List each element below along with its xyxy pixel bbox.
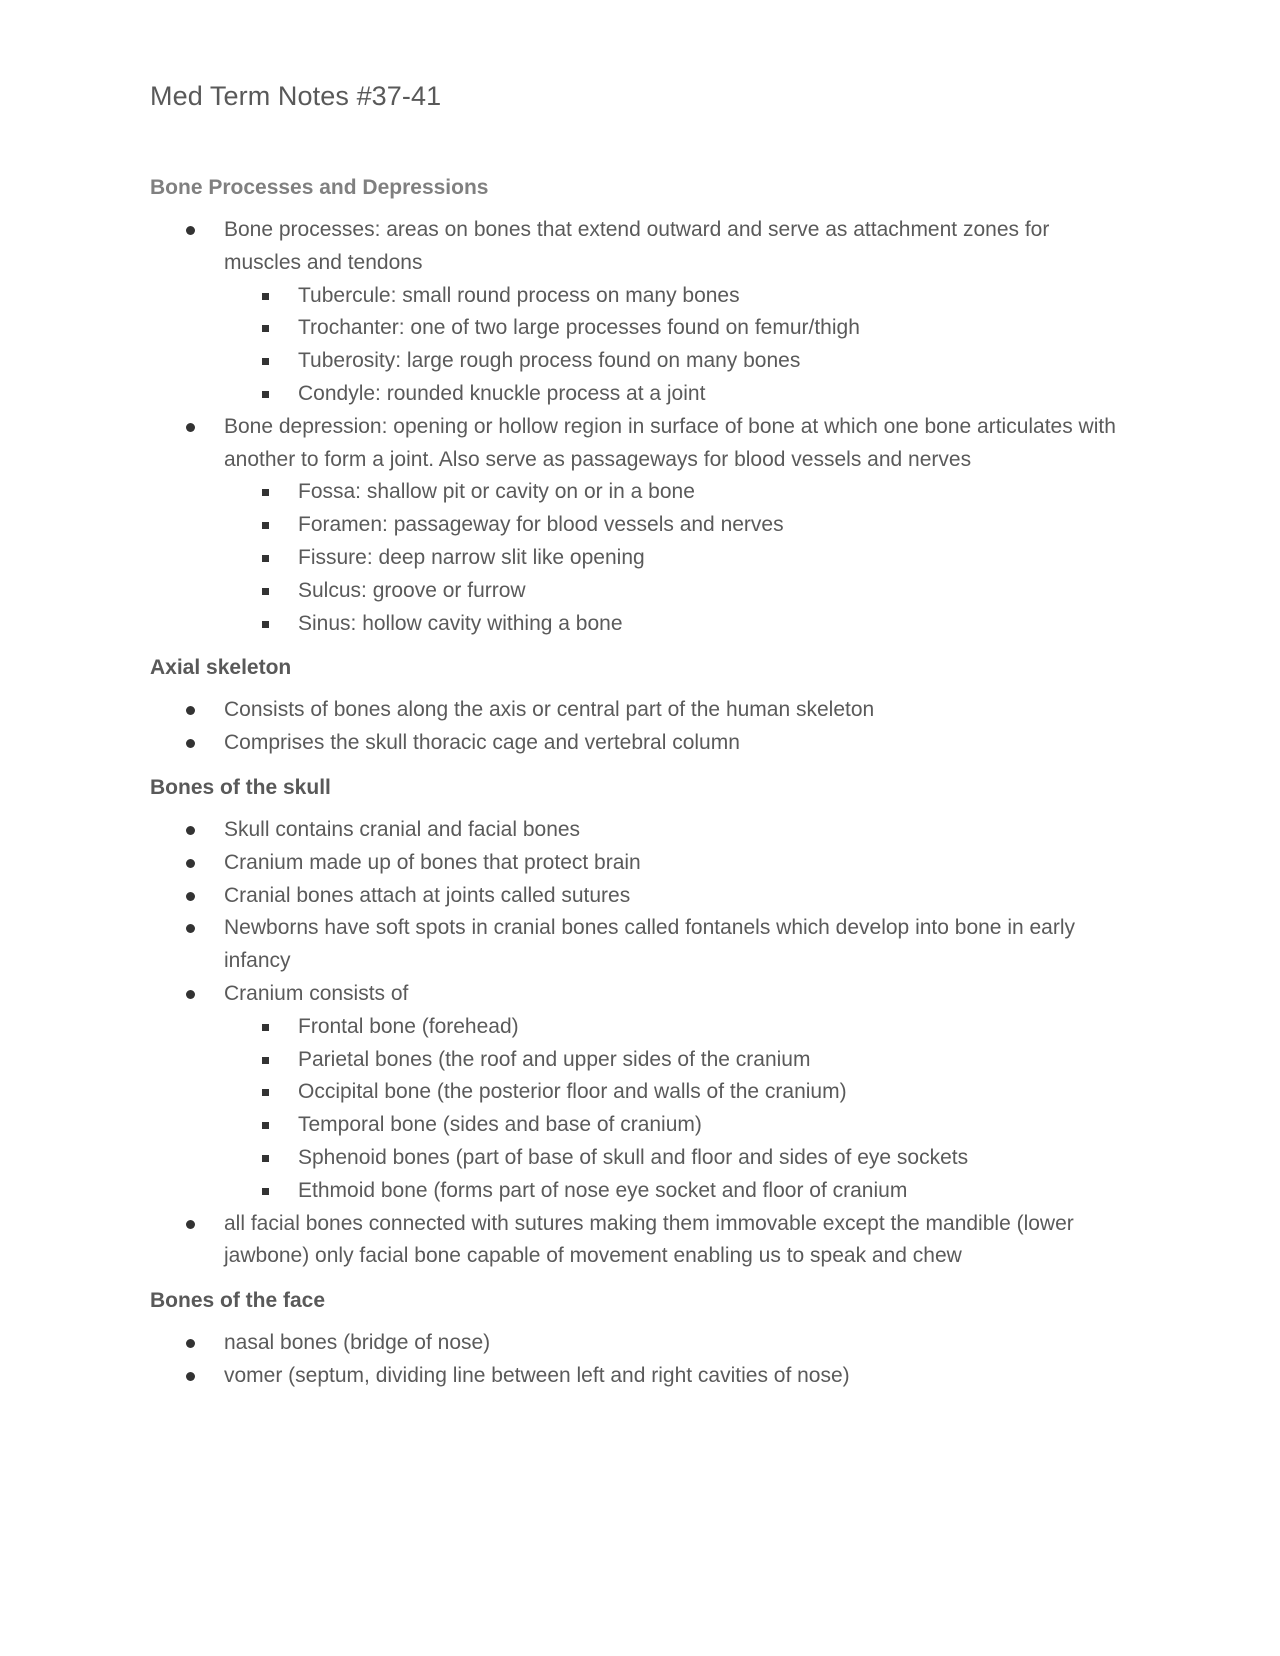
sub-list-item (224, 509, 1130, 542)
list-item-text: vomer (septum, dividing line between left and right cavities of nose) (224, 1363, 850, 1387)
sub-list-item (224, 575, 1130, 608)
sub-list-item (224, 280, 1130, 313)
sub-list-item-text: Sphenoid bones (part of base of skull and floor and sides of eye sockets (298, 1145, 969, 1169)
section-axial-skeleton (150, 652, 1130, 760)
sub-bullet-list (224, 476, 1130, 640)
sub-list-item (224, 542, 1130, 575)
square-bullet-icon (262, 555, 269, 562)
bullet-icon (186, 859, 195, 868)
list-item-text: Comprises the skull thoracic cage and vertebral column (224, 731, 740, 755)
list-item-text: Cranium consists of (224, 981, 409, 1005)
sub-bullet-list (224, 1011, 1130, 1208)
sub-list-item (224, 1044, 1130, 1077)
sub-list-item (224, 312, 1130, 345)
list-item (150, 1327, 1130, 1360)
section-heading: Bones of the face (150, 1289, 326, 1313)
square-bullet-icon (262, 1155, 269, 1162)
sub-list-item-text: Tubercule: small round process on many bones (298, 283, 740, 307)
bullet-icon (186, 226, 195, 235)
list-item (150, 847, 1130, 880)
section-heading: Bones of the skull (150, 775, 331, 799)
square-bullet-icon (262, 358, 269, 365)
bullet-list (150, 814, 1130, 1273)
square-bullet-icon (262, 522, 269, 529)
list-item (150, 1208, 1130, 1274)
sub-list-item-text: Fissure: deep narrow slit like opening (298, 545, 645, 569)
bullet-icon (186, 990, 195, 999)
bullet-icon (186, 892, 195, 901)
square-bullet-icon (262, 1024, 269, 1031)
section-heading: Bone Processes and Depressions (150, 176, 489, 199)
list-item-text: Bone processes: areas on bones that extend outward and serve as attachment zones for muscles and tendons (224, 218, 1050, 274)
sub-list-item-text: Parietal bones (the roof and upper sides of the cranium (298, 1047, 811, 1071)
square-bullet-icon (262, 489, 269, 496)
bullet-icon (186, 1372, 195, 1381)
bullet-icon (186, 826, 195, 835)
list-item (150, 814, 1130, 847)
bullet-list (150, 214, 1130, 640)
document-page (150, 74, 1130, 1405)
list-item-text: Skull contains cranial and facial bones (224, 817, 581, 841)
list-item (150, 1360, 1130, 1393)
square-bullet-icon (262, 325, 269, 332)
list-item-text: Consists of bones along the axis or central part of the human skeleton (224, 698, 875, 722)
square-bullet-icon (262, 1089, 269, 1096)
bullet-icon (186, 1220, 195, 1229)
square-bullet-icon (262, 588, 269, 595)
square-bullet-icon (262, 1122, 269, 1129)
sub-list-item-text: Temporal bone (sides and base of cranium) (298, 1113, 702, 1137)
sub-list-item (224, 1011, 1130, 1044)
list-item-text: Newborns have soft spots in cranial bones called fontanels which develop into bone in early infancy (224, 916, 1076, 973)
square-bullet-icon (262, 391, 269, 398)
bullet-icon (186, 1339, 195, 1348)
list-item-text: Cranium made up of bones that protect brain (224, 850, 641, 874)
section-bone-processes (150, 172, 1130, 640)
sub-bullet-list (224, 280, 1130, 411)
bullet-icon (186, 423, 195, 432)
sub-list-item-text: Ethmoid bone (forms part of nose eye socket and floor of cranium (298, 1178, 908, 1202)
sub-list-item (224, 345, 1130, 378)
list-item-text: nasal bones (bridge of nose) (224, 1331, 491, 1355)
sub-list-item-text: Foramen: passageway for blood vessels and nerves (298, 513, 784, 537)
sub-list-item (224, 476, 1130, 509)
sub-list-item (224, 1109, 1130, 1142)
list-item-text: Bone depression: opening or hollow region in surface of bone at which one bone articulates with another to form a joint. Also serve as passageways for blood vessels and nerves (224, 414, 1116, 471)
list-item (150, 912, 1130, 978)
sub-list-item-text: Condyle: rounded knuckle process at a joint (298, 381, 706, 405)
sub-list-item (224, 608, 1130, 641)
bullet-icon (186, 924, 195, 933)
list-item-text: Cranial bones attach at joints called sutures (224, 883, 631, 907)
square-bullet-icon (262, 1188, 269, 1195)
sub-list-item (224, 378, 1130, 411)
document-title: Med Term Notes #37-41 (150, 81, 442, 111)
bullet-list (150, 694, 1130, 760)
bullet-icon (186, 739, 195, 748)
sub-list-item (224, 1142, 1130, 1175)
list-item (150, 727, 1130, 760)
list-item (150, 978, 1130, 1208)
sub-list-item (224, 1076, 1130, 1109)
list-item-text: all facial bones connected with sutures making them immovable except the mandible (lower jawbone) only facial bone capable of movement enabling us to speak and chew (224, 1211, 1074, 1268)
list-item (150, 411, 1130, 641)
bullet-icon (186, 706, 195, 715)
sub-list-item-text: Tuberosity: large rough process found on many bones (298, 349, 801, 373)
bullet-list (150, 1327, 1130, 1393)
sub-list-item-text: Frontal bone (forehead) (298, 1014, 519, 1038)
sub-list-item-text: Sulcus: groove or furrow (298, 578, 526, 602)
sub-list-item-text: Sinus: hollow cavity withing a bone (298, 611, 623, 635)
list-item (150, 214, 1130, 411)
sub-list-item-text: Trochanter: one of two large processes found on femur/thigh (298, 316, 860, 340)
square-bullet-icon (262, 621, 269, 628)
square-bullet-icon (262, 1057, 269, 1064)
sub-list-item (224, 1175, 1130, 1208)
square-bullet-icon (262, 293, 269, 300)
list-item (150, 694, 1130, 727)
list-item (150, 880, 1130, 913)
section-bones-of-face (150, 1285, 1130, 1393)
section-heading: Axial skeleton (150, 656, 292, 680)
sub-list-item-text: Fossa: shallow pit or cavity on or in a bone (298, 480, 695, 504)
section-bones-of-skull (150, 772, 1130, 1273)
sub-list-item-text: Occipital bone (the posterior floor and walls of the cranium) (298, 1080, 847, 1104)
